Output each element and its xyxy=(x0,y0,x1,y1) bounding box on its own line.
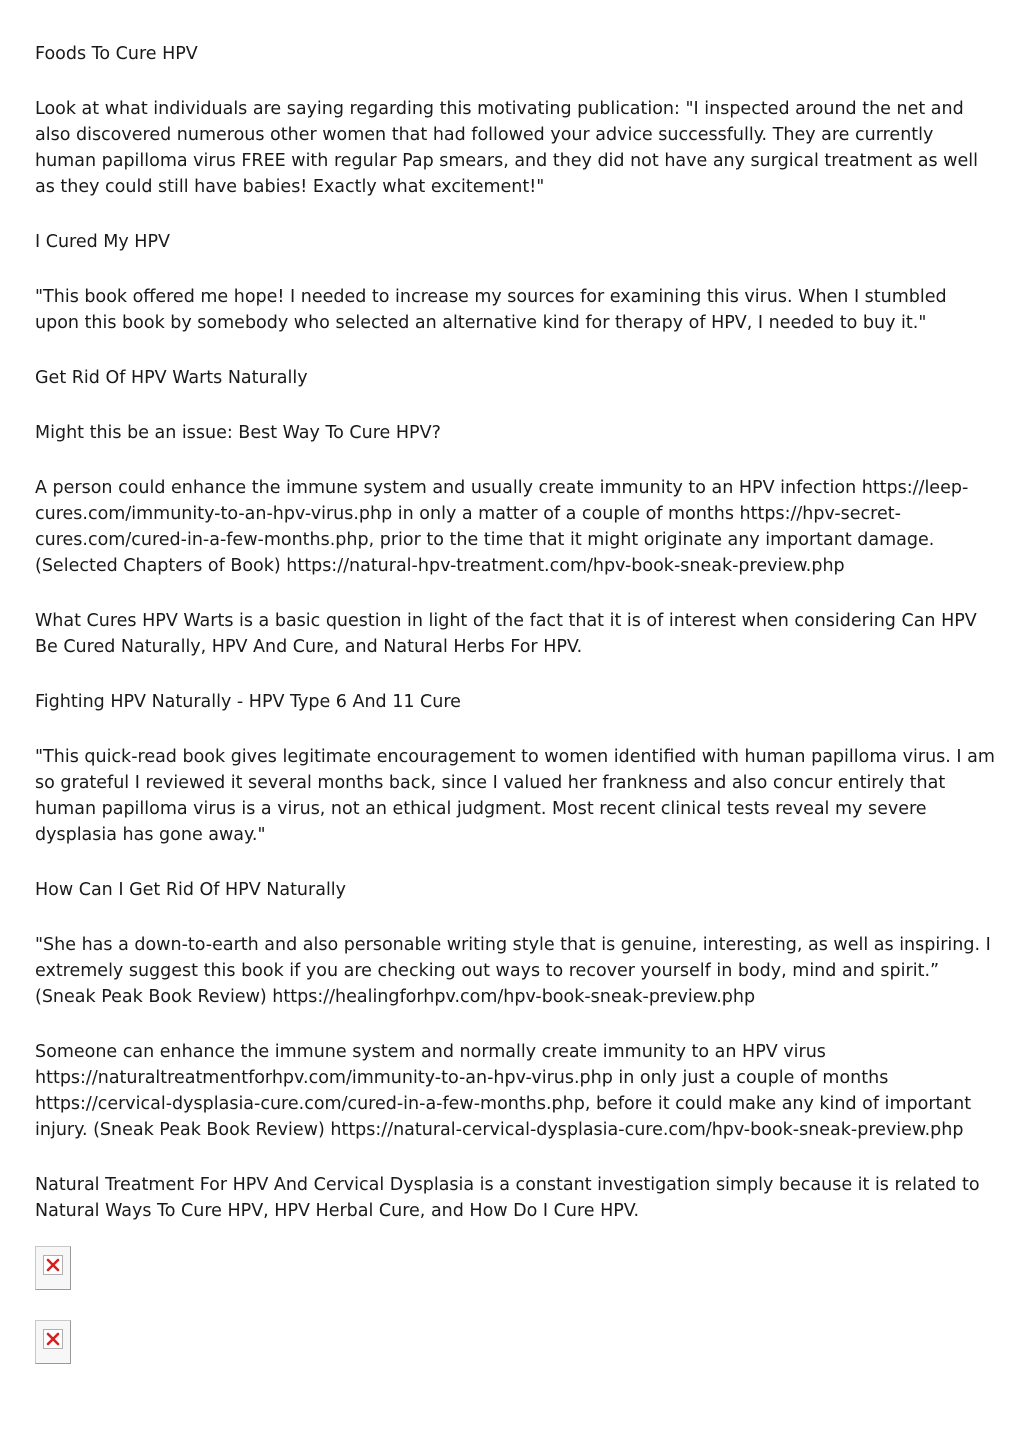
paragraph-immune-system-1: A person could enhance the immune system and usually create immunity to an HPV infection https://leep-cures.com/immunity-to-an-hpv-virus.php in only a matter of a couple of months https://hpv-secret-cures.com/cured-in-a-few-months.php, prior to the time that it might originate any important damage. (Selected Chapters of Book) https://natural-hpv-treatment.com/hpv-book-sneak-preview.php xyxy=(35,478,969,576)
heading-get-rid-of-hpv-warts: Get Rid Of HPV Warts Naturally xyxy=(35,368,308,388)
broken-image-1 xyxy=(35,1246,71,1290)
broken-image-icon xyxy=(43,1329,63,1349)
broken-image-2 xyxy=(35,1320,71,1364)
paragraph-immune-system-2: Someone can enhance the immune system and normally create immunity to an HPV virus https://naturaltreatmentforhpv.com/immunity-to-an-hpv-virus.php in only just a couple of months https://cervical-dysplasia-cure.com/cured-in-a-few-months.php, before it could make any kind of important injury. (Sneak Peak Book Review) https://natural-cervical-dysplasia-cure.com/hpv-book-sneak-preview.php xyxy=(35,1042,972,1140)
heading-fighting-hpv: Fighting HPV Naturally - HPV Type 6 And 11 Cure xyxy=(35,692,461,712)
paragraph-what-cures-hpv: What Cures HPV Warts is a basic question in light of the fact that it is of interest when considering Can HPV Be Cured Naturally, HPV And Cure, and Natural Herbs For HPV. xyxy=(35,611,977,657)
heading-foods-to-cure-hpv: Foods To Cure HPV xyxy=(35,44,198,64)
heading-how-can-i-get-rid: How Can I Get Rid Of HPV Naturally xyxy=(35,880,347,900)
broken-image-icon xyxy=(43,1255,63,1275)
heading-i-cured-my-hpv: I Cured My HPV xyxy=(35,232,170,252)
paragraph-testimonial-4: "She has a down-to-earth and also personable writing style that is genuine, interesting, as well as inspiring. I extremely suggest this book if you are checking out ways to recover yourself in body, mind and spirit.” (Sneak Peak Book Review) https://healingforhpv.com/hpv-book-sneak-preview.php xyxy=(35,935,991,1007)
paragraph-question: Might this be an issue: Best Way To Cure HPV? xyxy=(35,423,441,443)
paragraph-natural-treatment: Natural Treatment For HPV And Cervical Dysplasia is a constant investigation simply because it is related to Natural Ways To Cure HPV, HPV Herbal Cure, and How Do I Cure HPV. xyxy=(35,1175,980,1221)
close-x-icon xyxy=(46,1258,60,1272)
broken-images-group xyxy=(35,1246,71,1394)
document-body xyxy=(35,41,995,1253)
paragraph-testimonial-2: "This book offered me hope! I needed to increase my sources for examining this virus. When I stumbled upon this book by somebody who selected an alternative kind for therapy of HPV, I needed to buy it." xyxy=(35,287,947,333)
close-x-icon xyxy=(46,1332,60,1346)
paragraph-testimonial-1: Look at what individuals are saying regarding this motivating publication: "I inspected around the net and also discovered numerous other women that had followed your advice successfully. They are currently human papilloma virus FREE with regular Pap smears, and they did not have any surgical treatment as well as they could still have babies! Exactly what excitement!" xyxy=(35,99,978,197)
paragraph-testimonial-3: "This quick-read book gives legitimate encouragement to women identified with human papilloma virus. I am so grateful I reviewed it several months back, since I valued her frankness and also concur entirely that human papilloma virus is a virus, not an ethical judgment. Most recent clinical tests reveal my severe dysplasia has gone away." xyxy=(35,747,995,845)
